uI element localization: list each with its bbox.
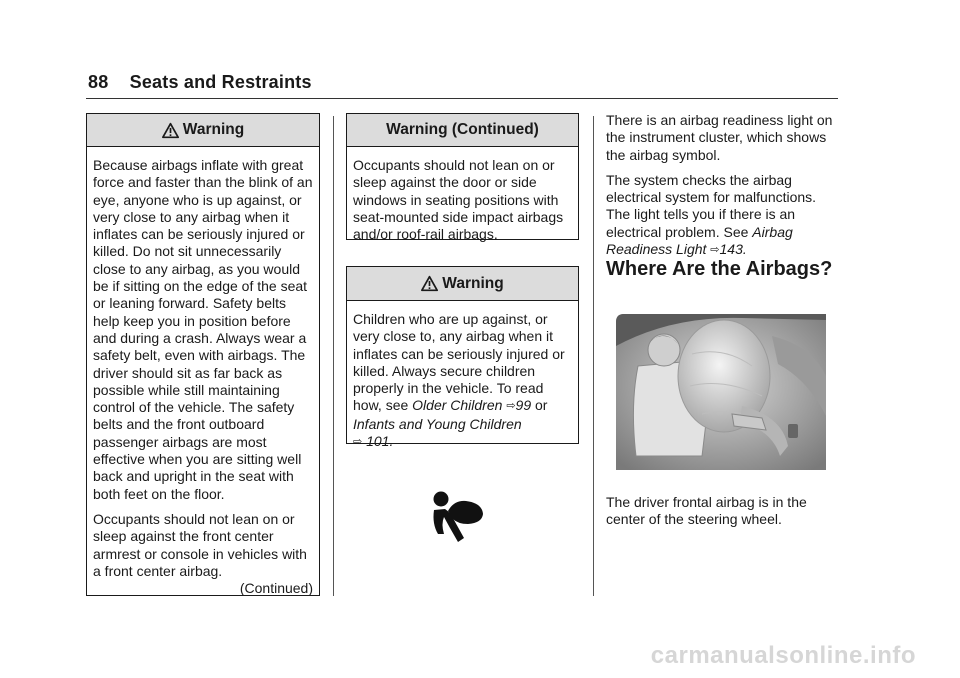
figure-caption: The driver frontal airbag is in the center of the steering wheel. bbox=[606, 494, 807, 528]
airbag-symbol-icon bbox=[428, 490, 492, 544]
page-ref-arrow-icon: ⇨ bbox=[710, 244, 720, 257]
warning-icon bbox=[421, 275, 438, 292]
page-ref-99[interactable]: 99 bbox=[515, 397, 532, 414]
warning-header bbox=[347, 267, 578, 301]
page-ref-143[interactable]: 143 bbox=[719, 241, 743, 258]
paragraph: There is an airbag readiness light on the instrument cluster, which shows the airbag symbol. bbox=[606, 112, 833, 163]
warning-title: Warning (Continued) bbox=[386, 121, 539, 138]
link-airbag-readiness-light[interactable]: Airbag Readiness Light bbox=[606, 223, 793, 258]
column-divider bbox=[333, 116, 334, 596]
warning-title: Warning bbox=[442, 274, 504, 292]
watermark: carmanualsonline.info bbox=[650, 642, 916, 669]
warning-box-airbag-force bbox=[86, 113, 320, 596]
page-ref-arrow-icon: ⇨ bbox=[506, 400, 516, 413]
section-heading: Where Are the Airbags? bbox=[606, 258, 833, 280]
airbag-readiness-text bbox=[606, 112, 838, 267]
warning-box-continued bbox=[346, 113, 579, 243]
warning-text: Occupants should not lean on or sleep against the door or side windows in seating positions with seat-mounted side impact airbags and/or roof-rail airbags. bbox=[353, 157, 564, 243]
warning-text: Because airbags inflate with great force and faster than the blink of an eye, anyone who is up against, or very close to any airbag when it inflates can be seriously injured or killed. Do not sit unnecessarily close to any airbag, as you would be if sitting on the edge of the seat or leaning forward. Safety belts help keep you in position before and during a crash. Always wear a safety belt, even with airbags. The driver should sit as far back as possible while still maintaining control of the vehicle. The safety belts and the front outboard passenger airbags are most effective when you are sitting well back and upright in the seat with both feet on the floor. bbox=[93, 157, 313, 502]
page-header bbox=[88, 72, 312, 93]
warning-box-children bbox=[346, 266, 579, 450]
paragraph: The system checks the airbag electrical system for malfunctions. The light tells you if there is an electrical problem. See Airbag Readiness Light ⇨143. bbox=[606, 171, 817, 258]
page-ref-arrow-icon: ⇨ bbox=[353, 436, 363, 449]
warning-text: Occupants should not lean on or sleep against the front center armrest or console in vehicles with a front center airbag. bbox=[93, 510, 307, 579]
warning-title: Warning bbox=[182, 121, 245, 138]
link-older-children[interactable]: Older Children bbox=[412, 397, 503, 414]
column-divider bbox=[593, 116, 594, 596]
warning-header bbox=[347, 114, 578, 147]
driver-airbag-illustration bbox=[612, 306, 828, 476]
link-infants-young-children[interactable]: Infants and Young Children bbox=[353, 415, 522, 432]
warning-icon bbox=[162, 122, 179, 139]
header-rule bbox=[86, 98, 838, 99]
continued-label: (Continued) bbox=[239, 580, 313, 597]
warning-text: Children who are up against, or very close to, any airbag when it inflates can be seriously injured or killed. Always secure children properly in the vehicle. To read how, see Older Children ⇨99 or Infants and Young Children ⇨ 101. bbox=[353, 311, 565, 450]
page-title: Seats and Restraints bbox=[129, 72, 312, 92]
page-ref-101[interactable]: 101 bbox=[366, 433, 390, 450]
warning-header bbox=[87, 114, 319, 147]
page-number: 88 bbox=[88, 72, 109, 92]
